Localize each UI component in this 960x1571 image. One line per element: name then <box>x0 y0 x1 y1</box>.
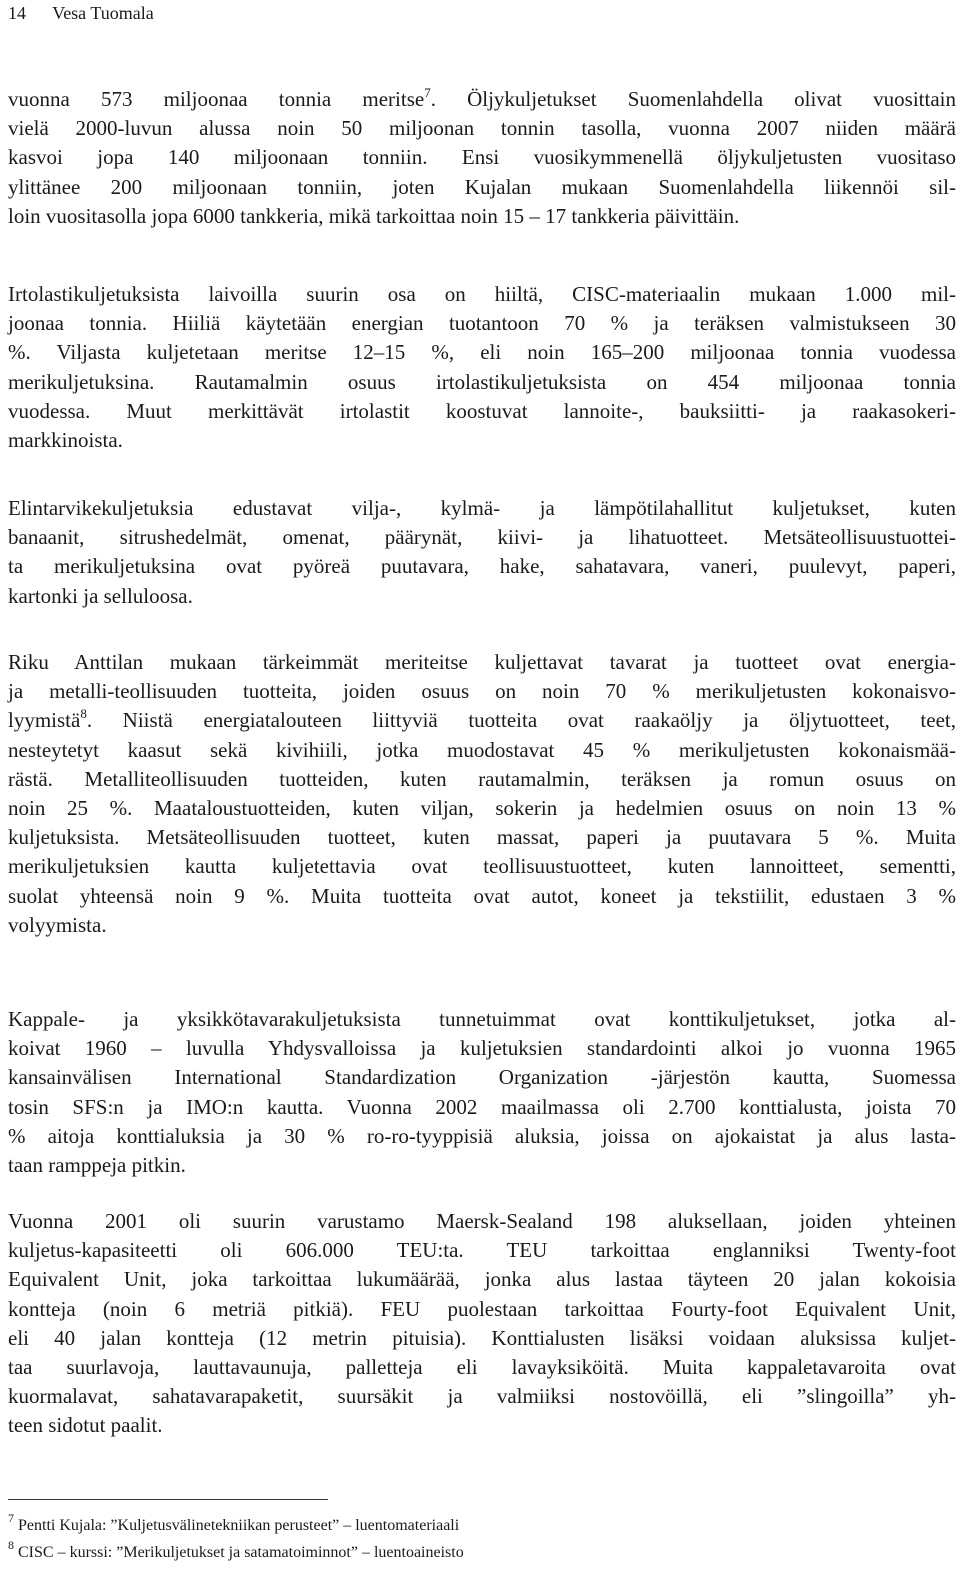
text-run: lyymistä <box>8 708 81 733</box>
text-run: markkinoista. <box>8 428 123 453</box>
footnote-text: Pentti Kujala: ”Kuljetusvälinetekniikan perusteet” – luentomateriaali <box>14 1517 460 1534</box>
text-run: joonaa tonnia. Hiiliä käytetään energian tuotantoon 70 % ja teräksen valmistukseen 30 <box>8 311 956 336</box>
text-run: vuonna 573 miljoonaa tonnia meritse <box>8 87 425 111</box>
text-line <box>8 280 956 309</box>
text-run: eli 40 jalan kontteja (12 metrin pituisia). Konttialusten lisäksi voidaan aluksissa kuljet- <box>8 1325 956 1350</box>
paragraph-1 <box>8 85 956 231</box>
text-run: kuljetus-kapasiteetti oli 606.000 TEU:ta. TEU tarkoittaa englanniksi Twenty-foot <box>8 1238 956 1263</box>
text-line <box>8 552 956 581</box>
text-run: . Niistä energiatalouteen liittyviä tuotteita ovat raakaöljy ja öljytuotteet, teet, <box>86 708 956 733</box>
text-run: kartonki ja selluloosa. <box>8 583 193 608</box>
text-line <box>8 1382 956 1411</box>
text-line <box>8 911 956 940</box>
text-run: kasvoi jopa 140 miljoonaan tonniin. Ensi vuosikymmenellä öljykuljetusten vuositaso <box>8 145 956 170</box>
text-run: kuormalavat, sahatavarapaketit, suursäkit ja valmiiksi nostovöillä, eli ”slingoilla” yh- <box>8 1384 956 1409</box>
text-line <box>8 882 956 911</box>
text-run: volyymista. <box>8 912 107 937</box>
text-run: ja metalli-teollisuuden tuotteita, joiden osuus on noin 70 % merikuljetusten kokonaisvo- <box>8 679 956 704</box>
text-line <box>8 309 956 338</box>
running-header <box>8 2 154 24</box>
text-run: teen sidotut paalit. <box>8 1413 163 1438</box>
text-line <box>8 648 956 677</box>
text-run: vielä 2000-luvun alussa noin 50 miljoonan tonnin tasolla, vuonna 2007 niiden määrä <box>8 116 956 141</box>
text-run: banaanit, sitrushedelmät, omenat, päärynät, kiivi- ja lihatuotteet. Metsäteollisuustuottei- <box>8 525 956 550</box>
text-line <box>8 1324 956 1353</box>
text-run: kuljetuksista. Metsäteollisuuden tuotteet, kuten massat, paperi ja puutavara 5 %. Muita <box>8 825 956 850</box>
text-run: vuodessa. Muut merkittävät irtolastit koostuvat lannoite-, bauksiitti- ja raakasokeri- <box>8 398 956 423</box>
text-run: Elintarvikekuljetuksia edustavat vilja-, kylmä- ja lämpötilahallitut kuljetukset, kuten <box>8 496 956 520</box>
footnote-ref: 8 <box>80 706 87 722</box>
text-line <box>8 1034 956 1063</box>
text-line <box>8 1295 956 1324</box>
text-run: loin vuositasolla jopa 6000 tankkeria, mikä tarkoittaa noin 15 – 17 tankkeria päivittäin. <box>8 203 740 228</box>
text-line <box>8 736 956 765</box>
text-line <box>8 852 956 881</box>
text-line <box>8 114 956 143</box>
text-run: rästä. Metalliteollisuuden tuotteiden, kuten rautamalmin, teräksen ja romun osuus on <box>8 766 956 791</box>
text-line <box>8 1265 956 1294</box>
text-line <box>8 1207 956 1236</box>
text-line <box>8 1151 956 1180</box>
text-run: taan ramppeja pitkin. <box>8 1153 186 1178</box>
text-run: %. Viljasta kuljetetaan meritse 12–15 %, eli noin 165–200 miljoonaa tonnia vuodessa <box>8 340 956 365</box>
text-run: ta merikuljetuksina ovat pyöreä puutavara, hake, sahatavara, vaneri, puulevyt, paperi, <box>8 554 956 579</box>
text-line <box>8 1353 956 1382</box>
footnote-rule <box>8 1499 328 1500</box>
paragraph-5 <box>8 1005 956 1180</box>
text-line <box>8 1122 956 1151</box>
text-line <box>8 338 956 367</box>
running-title: Vesa Tuomala <box>52 3 154 23</box>
text-line <box>8 173 956 202</box>
text-run: kontteja (noin 6 metriä pitkiä). FEU puolestaan tarkoittaa Fourty-foot Equivalent Unit, <box>8 1296 956 1321</box>
text-line <box>8 1236 956 1265</box>
text-run: Irtolastikuljetuksista laivoilla suurin osa on hiiltä, CISC-materiaalin mukaan 1.000 mil- <box>8 282 956 306</box>
text-run: suolat yhteensä noin 9 %. Muita tuotteita ovat autot, koneet ja tekstiilit, edustaen 3 % <box>8 883 956 908</box>
text-run: . Öljykuljetukset Suomenlahdella olivat vuosittain <box>430 87 956 111</box>
text-run: Equivalent Unit, joka tarkoittaa lukumäärää, jonka alus lastaa täyteen 20 jalan kokoisia <box>8 1267 956 1292</box>
text-line <box>8 706 956 735</box>
text-run: koivat 1960 – luvulla Yhdysvalloissa ja kuljetuksien standardointi alkoi jo vuonna 1965 <box>8 1036 956 1061</box>
text-run: taa suurlavoja, lauttavaunuja, palletteja eli lavayksiköitä. Muita kappaletavaroita ovat <box>8 1355 956 1380</box>
text-run: noin 25 %. Maataloustuotteiden, kuten viljan, sokerin ja hedelmien osuus on noin 13 % <box>8 796 956 821</box>
text-line <box>8 523 956 552</box>
paragraph-2 <box>8 280 956 455</box>
text-line <box>8 582 956 611</box>
footnote-mark: 8 <box>8 1538 14 1552</box>
text-line <box>8 1093 956 1122</box>
text-run: merikuljetuksina. Rautamalmin osuus irtolastikuljetuksista on 454 miljoonaa tonnia <box>8 369 956 394</box>
footnote-text: CISC – kurssi: ”Merikuljetukset ja satamatoiminnot” – luentoaineisto <box>14 1544 464 1561</box>
text-run: nesteytetyt kaasut sekä kivihiili, jotka muodostavat 45 % merikuljetusten kokonaismää- <box>8 737 956 762</box>
paragraph-4 <box>8 648 956 940</box>
footnote-ref: 7 <box>424 85 431 100</box>
text-line <box>8 677 956 706</box>
text-run: % aitoja konttialuksia ja 30 % ro-ro-tyyppisiä aluksia, joissa on ajokaistat ja alus lasta- <box>8 1123 956 1148</box>
text-run: ylittänee 200 miljoonaan tonniin, joten Kujalan mukaan Suomenlahdella liikennöi sil- <box>8 174 956 199</box>
text-line <box>8 794 956 823</box>
text-run: Kappale- ja yksikkötavarakuljetuksista tunnetuimmat ovat konttikuljetukset, jotka al- <box>8 1007 956 1031</box>
text-run: Riku Anttilan mukaan tärkeimmät meriteitse kuljettavat tavarat ja tuotteet ovat energia- <box>8 650 956 674</box>
footnote-mark: 7 <box>8 1511 14 1525</box>
page-number: 14 <box>8 3 26 23</box>
paragraph-3 <box>8 494 956 611</box>
text-line <box>8 426 956 455</box>
text-line <box>8 765 956 794</box>
text-line <box>8 1063 956 1092</box>
footnote-7 <box>8 1511 460 1536</box>
text-line <box>8 1411 956 1440</box>
text-line <box>8 202 956 231</box>
footnote-8 <box>8 1538 464 1563</box>
text-line <box>8 85 956 114</box>
text-line <box>8 1005 956 1034</box>
text-line <box>8 823 956 852</box>
text-run: tosin SFS:n ja IMO:n kautta. Vuonna 2002 maailmassa oli 2.700 konttialusta, joista 70 <box>8 1094 956 1119</box>
text-run: Vuonna 2001 oli suurin varustamo Maersk-Sealand 198 aluksellaan, joiden yhteinen <box>8 1209 956 1233</box>
text-run: merikuljetuksien kautta kuljetettavia ovat teollisuustuotteet, kuten lannoitteet, sementti, <box>8 854 956 879</box>
text-line <box>8 397 956 426</box>
text-run: kansainvälisen International Standardization Organization -järjestön kautta, Suomessa <box>8 1065 956 1090</box>
text-line <box>8 368 956 397</box>
text-line <box>8 143 956 172</box>
paragraph-6 <box>8 1207 956 1441</box>
text-line <box>8 494 956 523</box>
